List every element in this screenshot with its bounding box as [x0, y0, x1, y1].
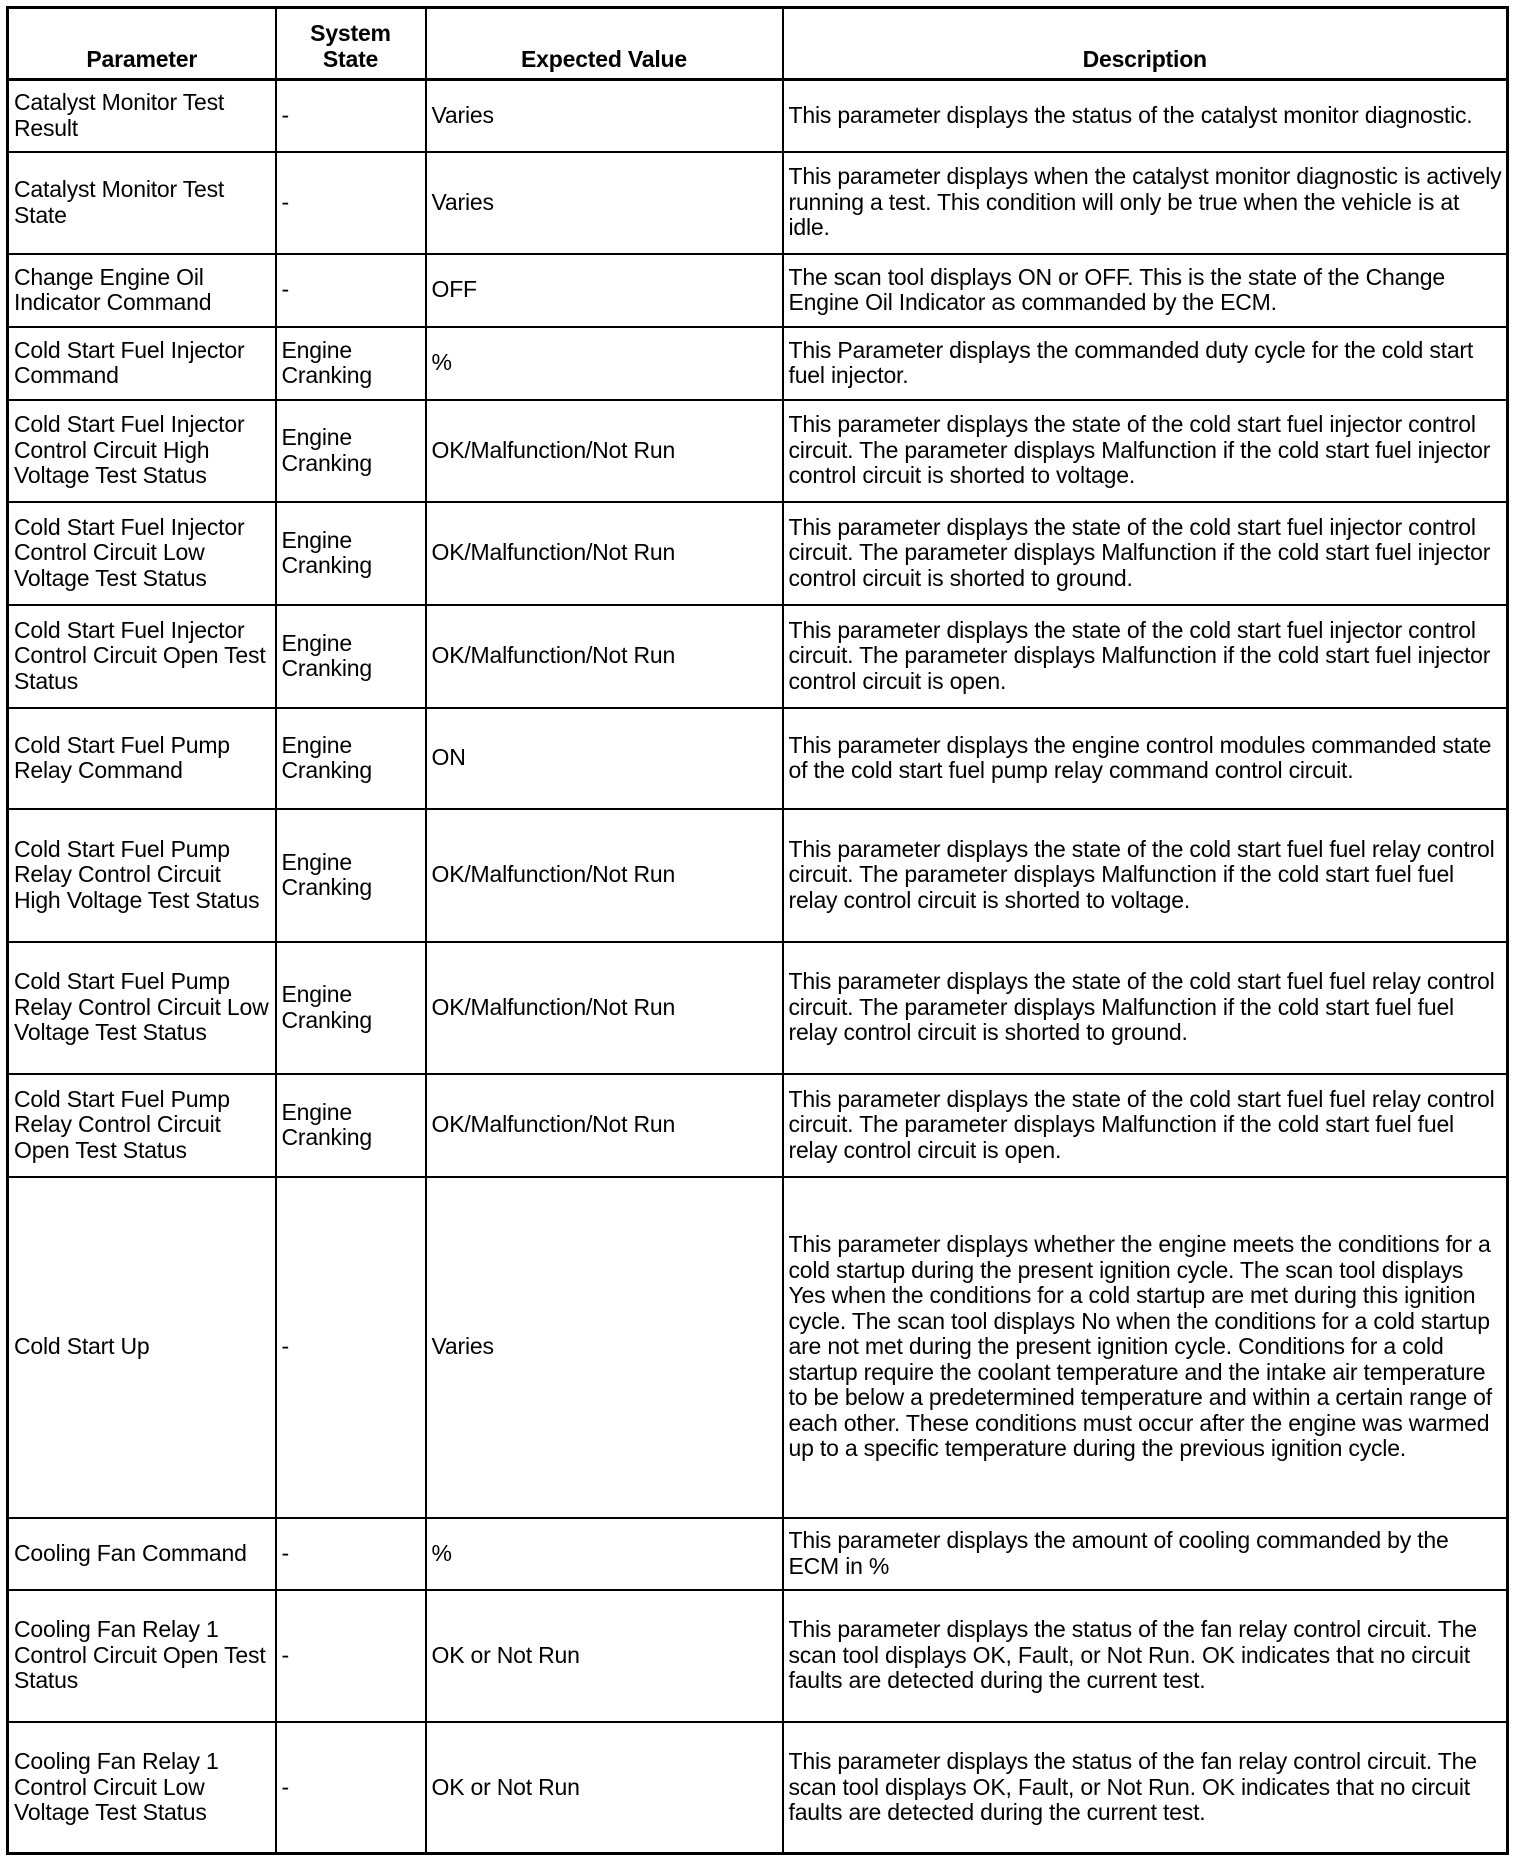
cell-description: This parameter displays whether the engine meets the conditions for a cold startup during the present ignition cycle. The scan tool displays Yes when the conditions for a cold startup are met during this ignition cycle. The scan tool displays No when the conditions for a cold startup are not met during the present ignition cycle. Conditions for a cold startup require the coolant temperature and the intake air temperature to be below a predetermined temperature and within a certain range of each other. These conditions must occur after the engine was warmed up to a specific temperature during the previous ignition cycle. — [783, 1177, 1508, 1518]
table-row — [8, 708, 1508, 809]
table-row — [8, 942, 1508, 1074]
cell-expected-value: OK or Not Run — [426, 1590, 783, 1722]
cell-parameter: Cold Start Fuel Injector Control Circuit Open Test Status — [8, 605, 276, 708]
cell-system-state: Engine Cranking — [276, 1074, 426, 1177]
cell-system-state: - — [276, 254, 426, 327]
table-row — [8, 1177, 1508, 1518]
table-row — [8, 152, 1508, 254]
cell-parameter: Cooling Fan Command — [8, 1518, 276, 1590]
cell-parameter: Cold Start Fuel Pump Relay Control Circuit High Voltage Test Status — [8, 809, 276, 942]
table-header-row — [8, 8, 1508, 80]
cell-parameter: Catalyst Monitor Test State — [8, 152, 276, 254]
cell-system-state: Engine Cranking — [276, 605, 426, 708]
cell-parameter: Cold Start Fuel Pump Relay Control Circuit Open Test Status — [8, 1074, 276, 1177]
cell-expected-value: OK/Malfunction/Not Run — [426, 605, 783, 708]
cell-parameter: Cold Start Fuel Pump Relay Command — [8, 708, 276, 809]
cell-description: This parameter displays the state of the cold start fuel injector control circuit. The parameter displays Malfunction if the cold start fuel injector control circuit is open. — [783, 605, 1508, 708]
table-row — [8, 327, 1508, 400]
cell-expected-value: Varies — [426, 80, 783, 152]
cell-parameter: Catalyst Monitor Test Result — [8, 80, 276, 152]
cell-expected-value: % — [426, 327, 783, 400]
cell-description: This parameter displays the status of the fan relay control circuit. The scan tool displays OK, Fault, or Not Run. OK indicates that no circuit faults are detected during the current test. — [783, 1590, 1508, 1722]
header-system-state: System State — [276, 8, 426, 80]
cell-system-state: Engine Cranking — [276, 400, 426, 502]
table-body — [8, 80, 1508, 1854]
cell-expected-value: OK/Malfunction/Not Run — [426, 809, 783, 942]
table-row — [8, 254, 1508, 327]
cell-system-state: - — [276, 1177, 426, 1518]
cell-description: This parameter displays the state of the cold start fuel fuel relay control circuit. The parameter displays Malfunction if the cold start fuel fuel relay control circuit is shorted to ground. — [783, 942, 1508, 1074]
table-row — [8, 1590, 1508, 1722]
table-row — [8, 809, 1508, 942]
cell-expected-value: OK/Malfunction/Not Run — [426, 502, 783, 605]
cell-system-state: - — [276, 152, 426, 254]
cell-system-state: Engine Cranking — [276, 502, 426, 605]
cell-description: This parameter displays the state of the cold start fuel injector control circuit. The parameter displays Malfunction if the cold start fuel injector control circuit is shorted to voltage. — [783, 400, 1508, 502]
cell-parameter: Cold Start Fuel Pump Relay Control Circuit Low Voltage Test Status — [8, 942, 276, 1074]
parameter-table-container — [6, 6, 1506, 1855]
table-row — [8, 1074, 1508, 1177]
cell-description: This parameter displays the state of the cold start fuel fuel relay control circuit. The parameter displays Malfunction if the cold start fuel fuel relay control circuit is shorted to voltage. — [783, 809, 1508, 942]
cell-parameter: Cold Start Fuel Injector Command — [8, 327, 276, 400]
cell-expected-value: OFF — [426, 254, 783, 327]
cell-expected-value: % — [426, 1518, 783, 1590]
cell-description: This parameter displays the status of the catalyst monitor diagnostic. — [783, 80, 1508, 152]
cell-description: This parameter displays the engine control modules commanded state of the cold start fuel pump relay command control circuit. — [783, 708, 1508, 809]
header-expected-value: Expected Value — [426, 8, 783, 80]
cell-expected-value: OK/Malfunction/Not Run — [426, 1074, 783, 1177]
cell-parameter: Cooling Fan Relay 1 Control Circuit Open Test Status — [8, 1590, 276, 1722]
cell-description: This parameter displays the amount of cooling commanded by the ECM in % — [783, 1518, 1508, 1590]
cell-parameter: Cold Start Fuel Injector Control Circuit Low Voltage Test Status — [8, 502, 276, 605]
cell-system-state: - — [276, 1518, 426, 1590]
cell-expected-value: Varies — [426, 1177, 783, 1518]
cell-description: This parameter displays when the catalyst monitor diagnostic is actively running a test. This condition will only be true when the vehicle is at idle. — [783, 152, 1508, 254]
cell-expected-value: OK/Malfunction/Not Run — [426, 942, 783, 1074]
cell-parameter: Cooling Fan Relay 1 Control Circuit Low Voltage Test Status — [8, 1722, 276, 1854]
table-row — [8, 605, 1508, 708]
cell-parameter: Change Engine Oil Indicator Command — [8, 254, 276, 327]
cell-expected-value: OK/Malfunction/Not Run — [426, 400, 783, 502]
cell-system-state: - — [276, 1590, 426, 1722]
table-row — [8, 80, 1508, 152]
cell-system-state: Engine Cranking — [276, 708, 426, 809]
cell-expected-value: Varies — [426, 152, 783, 254]
cell-expected-value: OK or Not Run — [426, 1722, 783, 1854]
table-row — [8, 1722, 1508, 1854]
cell-description: This Parameter displays the commanded duty cycle for the cold start fuel injector. — [783, 327, 1508, 400]
cell-description: This parameter displays the status of the fan relay control circuit. The scan tool displays OK, Fault, or Not Run. OK indicates that no circuit faults are detected during the current test. — [783, 1722, 1508, 1854]
table-row — [8, 502, 1508, 605]
header-parameter: Parameter — [8, 8, 276, 80]
table-row — [8, 400, 1508, 502]
cell-system-state: Engine Cranking — [276, 809, 426, 942]
scan-tool-parameter-table — [6, 6, 1509, 1855]
table-row — [8, 1518, 1508, 1590]
cell-system-state: Engine Cranking — [276, 327, 426, 400]
cell-expected-value: ON — [426, 708, 783, 809]
header-description: Description — [783, 8, 1508, 80]
cell-system-state: - — [276, 1722, 426, 1854]
cell-system-state: - — [276, 80, 426, 152]
cell-parameter: Cold Start Fuel Injector Control Circuit High Voltage Test Status — [8, 400, 276, 502]
cell-system-state: Engine Cranking — [276, 942, 426, 1074]
cell-parameter: Cold Start Up — [8, 1177, 276, 1518]
cell-description: This parameter displays the state of the cold start fuel injector control circuit. The parameter displays Malfunction if the cold start fuel injector control circuit is shorted to ground. — [783, 502, 1508, 605]
cell-description: The scan tool displays ON or OFF. This is the state of the Change Engine Oil Indicator as commanded by the ECM. — [783, 254, 1508, 327]
cell-description: This parameter displays the state of the cold start fuel fuel relay control circuit. The parameter displays Malfunction if the cold start fuel fuel relay control circuit is open. — [783, 1074, 1508, 1177]
